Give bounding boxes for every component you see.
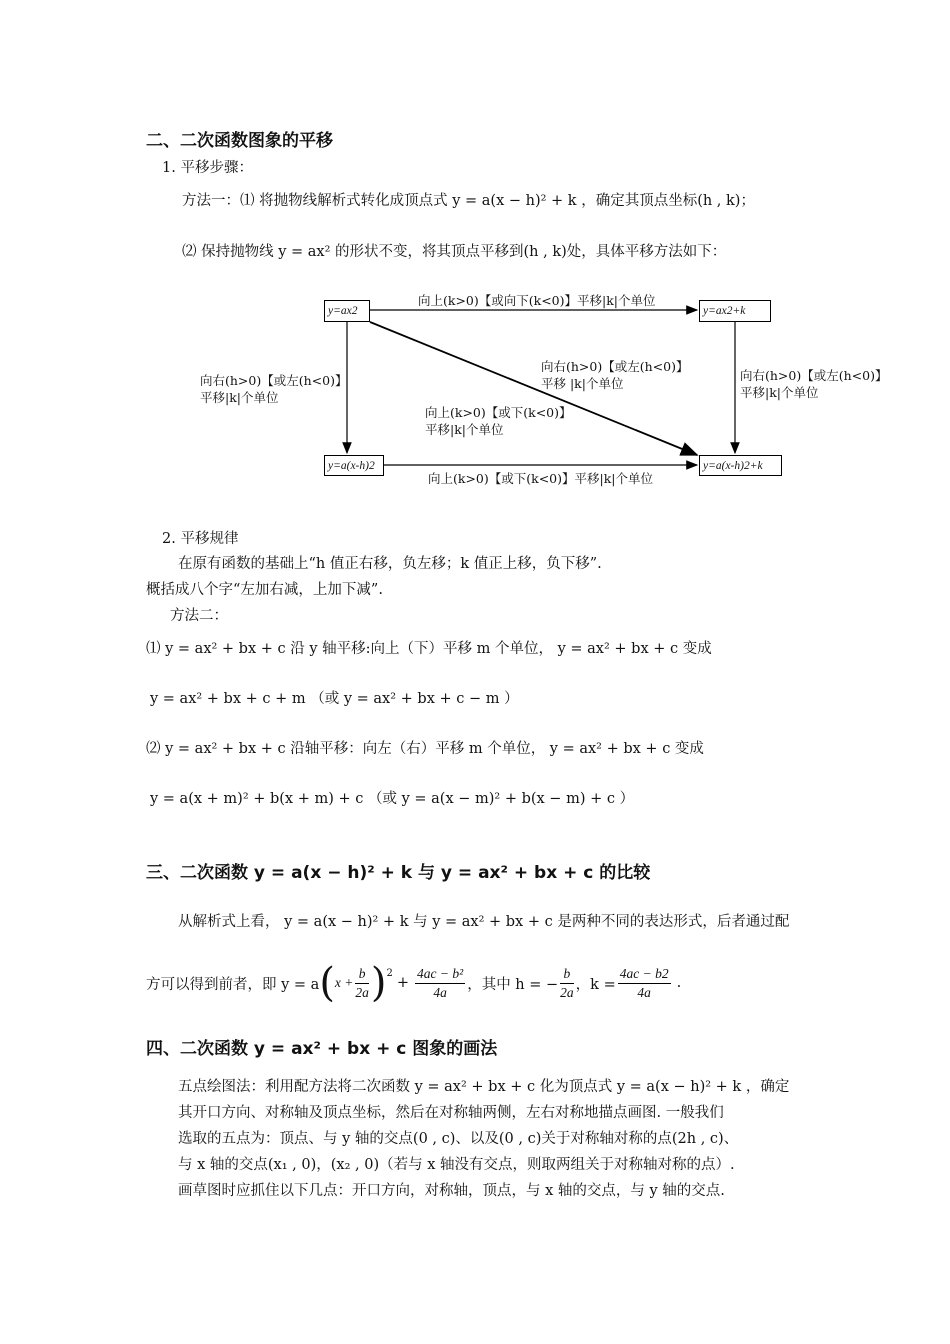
- label-diagonal-2-line2: 平移|k|个单位: [425, 422, 504, 437]
- plus-sign: +: [396, 975, 410, 991]
- x-plus: x +: [334, 975, 354, 990]
- fraction-b-over-2a: [355, 965, 369, 1002]
- translation-diagram: [0, 0, 950, 520]
- label-right-arrow-2: 平移|k|个单位: [740, 385, 819, 400]
- method-2-item-2: ⑵ y = ax² + bx + c 沿轴平移：向左（右）平移 m 个单位， y = ax² + bx + c 变成: [146, 741, 704, 757]
- fraction-k: [618, 965, 671, 1002]
- box-y-a-x-minus-h-2-plus-k: y=a(x-h)2+k: [699, 455, 782, 476]
- box-y-a-x-minus-h-2: y=a(x-h)2: [324, 455, 384, 476]
- section-3-para-1: 从解析式上看， y = a(x − h)² + k 与 y = ax² + bx + c 是两种不同的表达形式，后者通过配: [178, 914, 790, 930]
- label-bottom-arrow: 向上(k>0)【或下(k<0)】平移|k|个单位: [428, 471, 654, 486]
- method-1b-line: ⑵ 保持抛物线 y = ax² 的形状不变，将其顶点平移到(h , k)处，具体平移方法如下：: [182, 244, 727, 260]
- arrow-diagonal: [370, 322, 697, 455]
- fraction-4ac-b2-over-4a: [415, 965, 465, 1002]
- box-y-ax2: y=ax2: [324, 300, 370, 322]
- label-right-arrow-1: 向右(h>0)【或左(h<0)】: [740, 368, 888, 383]
- para-2-prefix: 方可以得到前者，即 y = a: [146, 976, 320, 993]
- section-4-line-4: 与 x 轴的交点(x₁ , 0)，(x₂ , 0)（若与 x 轴没有交点，则取两组关于对称轴对称的点）.: [178, 1157, 735, 1173]
- section-4-title: 四、二次函数 y = ax² + bx + c 图象的画法: [146, 1039, 498, 1059]
- method-2-heading: 方法二：: [170, 608, 228, 624]
- method-1-line: 方法一：⑴ 将抛物线解析式转化成顶点式 y = a(x − h)² + k ，确定其顶点坐标(h , k)；: [182, 193, 755, 209]
- label-diagonal-1-line2: 平移 |k|个单位: [541, 376, 624, 391]
- label-left-arrow-2: 平移|k|个单位: [200, 390, 279, 405]
- section-3-para-2: [146, 960, 681, 1006]
- right-paren: ): [370, 960, 387, 1006]
- h-equals: ，其中 h = −: [467, 976, 559, 993]
- section-3-title: 三、二次函数 y = a(x − h)² + k 与 y = ax² + bx + c 的比较: [146, 863, 651, 883]
- frac-num-b: b: [355, 965, 369, 984]
- section-4-line-2: 其开口方向、对称轴及顶点坐标，然后在对称轴两侧，左右对称地描点画图. 一般我们: [178, 1105, 724, 1121]
- left-paren: (: [319, 960, 335, 1006]
- step-2-heading: 2. 平移规律: [162, 531, 239, 547]
- step-1-heading: 1. 平移步骤：: [162, 160, 253, 176]
- label-top-arrow: 向上(k>0)【或向下(k<0)】平移|k|个单位: [418, 293, 656, 308]
- section-2-title: 二、二次函数图象的平移: [146, 131, 333, 151]
- k-frac-num: 4ac − b2: [618, 965, 671, 984]
- k-frac-den: 4a: [637, 984, 651, 1000]
- frac-num-4ac-b2: 4ac − b²: [415, 965, 465, 984]
- h-frac-num: b: [560, 965, 574, 984]
- rule-line-2: 概括成八个字“左加右减，上加下减”.: [146, 582, 383, 598]
- label-diagonal-1-line1: 向右(h>0)【或左(h<0)】: [541, 359, 689, 374]
- label-diagonal-2-line1: 向上(k>0)【或下(k<0)】: [425, 405, 572, 420]
- rule-line-1: 在原有函数的基础上“h 值正右移，负左移；k 值正上移，负下移”.: [178, 556, 602, 572]
- label-left-arrow-1: 向右(h>0)【或左(h<0)】: [200, 373, 348, 388]
- h-frac-den: 2a: [560, 984, 574, 1000]
- section-4-line-1: 五点绘图法：利用配方法将二次函数 y = ax² + bx + c 化为顶点式 y = a(x − h)² + k ，确定: [178, 1079, 790, 1095]
- section-4-line-5: 画草图时应抓住以下几点：开口方向，对称轴，顶点，与 x 轴的交点，与 y 轴的交点.: [178, 1183, 725, 1199]
- square-exponent: 2: [386, 967, 393, 979]
- method-2-item-2-result: y = a(x + m)² + b(x + m) + c （或 y = a(x − m)² + b(x − m) + c ）: [150, 791, 635, 807]
- section-4-line-3: 选取的五点为：顶点、与 y 轴的交点(0 , c)、以及(0 , c)关于对称轴对称的点(2h , c)、: [178, 1131, 739, 1147]
- method-2-item-1-result: y = ax² + bx + c + m （或 y = ax² + bx + c − m ）: [150, 691, 519, 707]
- box-y-ax2-plus-k: y=ax2+k: [699, 300, 771, 322]
- frac-den-4a: 4a: [433, 984, 447, 1000]
- method-2-item-1: ⑴ y = ax² + bx + c 沿 y 轴平移:向上（下）平移 m 个单位， y = ax² + bx + c 变成: [146, 641, 712, 657]
- k-equals: ，k =: [575, 976, 616, 993]
- fraction-b-over-2a-h: [560, 965, 574, 1002]
- frac-den-2a: 2a: [355, 984, 369, 1000]
- period: .: [676, 975, 682, 991]
